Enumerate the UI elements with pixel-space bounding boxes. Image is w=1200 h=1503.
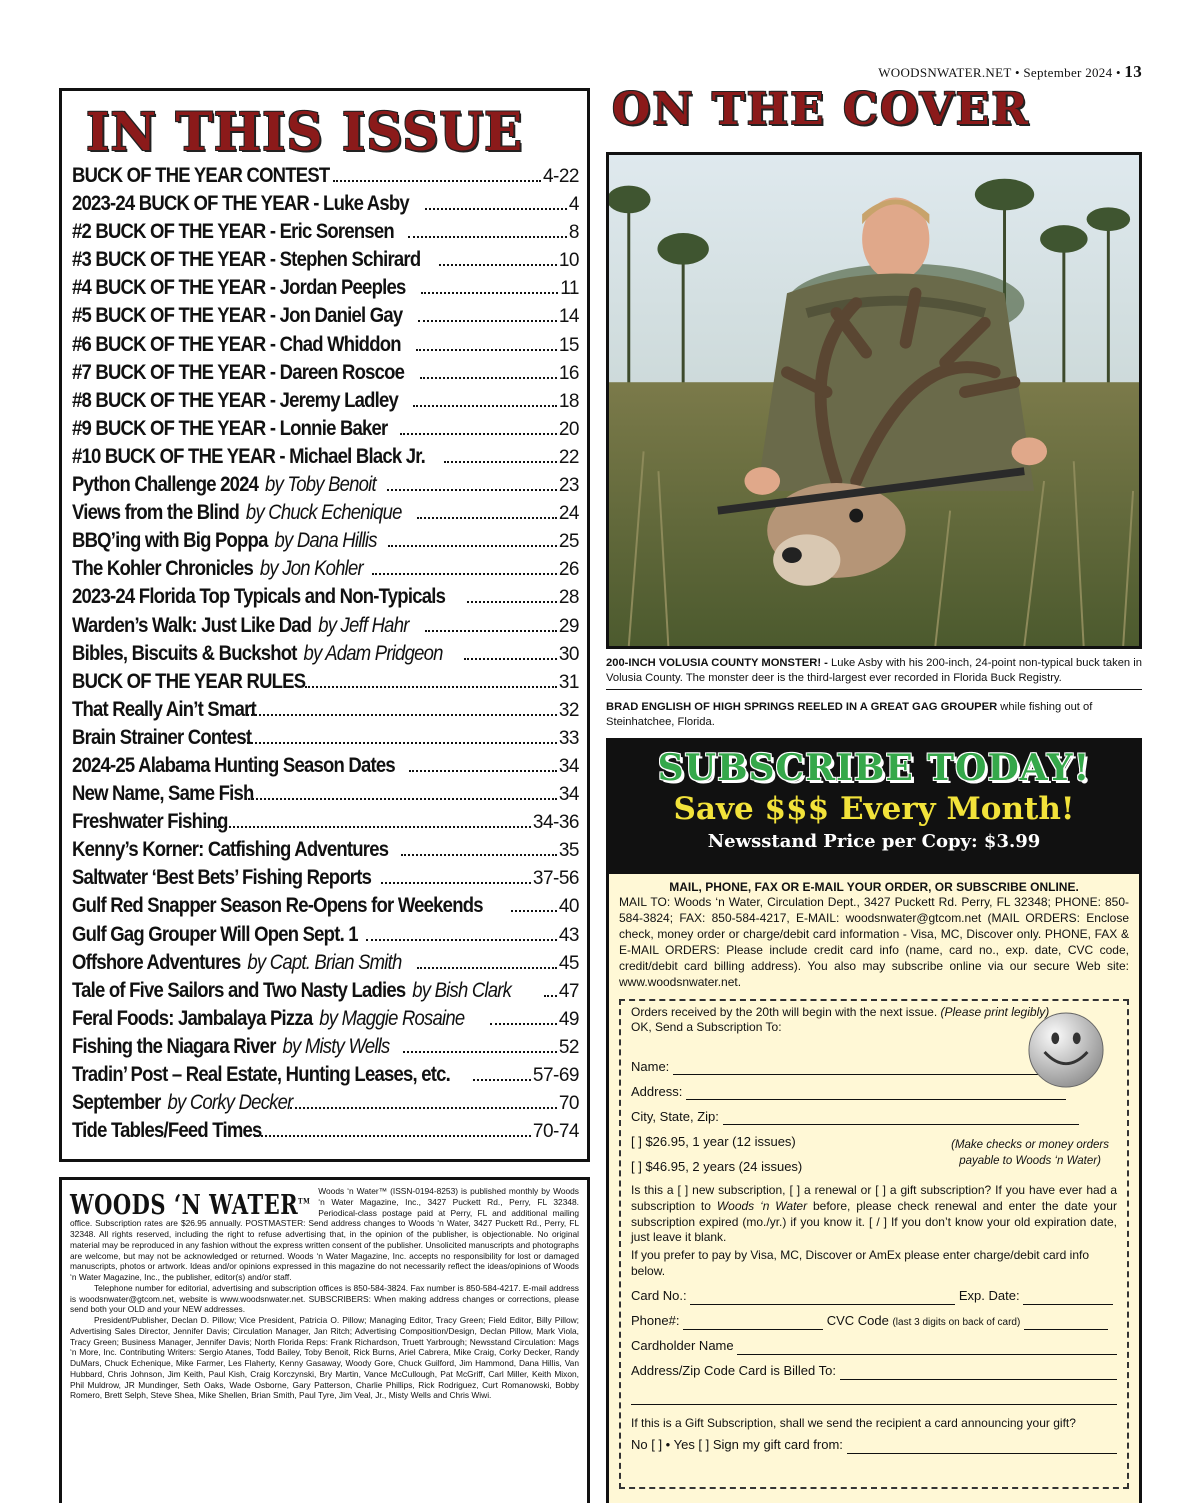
toc-leader-dots xyxy=(408,236,567,238)
toc-entry-title-group xyxy=(72,584,445,609)
toc-entry-title-group xyxy=(72,613,409,638)
toc-entry-author: by Maggie Rosaine xyxy=(319,1005,465,1030)
toc-leader-dots xyxy=(490,1023,557,1025)
subscribe-body xyxy=(609,874,1139,1503)
toc-entry-title-group xyxy=(72,472,376,497)
toc-entry-title: Brain Strainer Contest xyxy=(72,724,252,749)
toc-entry-page: 35 xyxy=(558,840,579,862)
address-label: Address: xyxy=(631,1083,683,1099)
cardholder-row xyxy=(631,1333,1117,1358)
toc-leader-dots xyxy=(254,1135,531,1137)
toc-entry-title-group xyxy=(72,528,377,553)
newsstand-price: Newsstand Price per Copy: $3.99 xyxy=(707,830,1041,852)
toc-entry-title: Gulf Red Snapper Season Re-Opens for Weekends xyxy=(72,893,483,918)
toc-leader-dots xyxy=(242,742,557,744)
print-legibly-note: (Please print legibly) xyxy=(940,1004,1050,1019)
card-number-field[interactable] xyxy=(690,1289,955,1305)
toc-entry-title-group xyxy=(72,1118,262,1143)
name-field[interactable] xyxy=(673,1059,1055,1075)
toc-entry-page: 52 xyxy=(558,1036,579,1058)
toc-entry-title-group xyxy=(72,303,402,328)
subscribe-header xyxy=(609,741,1139,874)
subscribe-save: Save $$$ Every Month! xyxy=(673,791,1075,828)
phone-field[interactable] xyxy=(683,1314,823,1330)
toc-leader-dots xyxy=(290,1107,557,1109)
card-number-label: Card No.: xyxy=(631,1288,687,1304)
toc-entry-title: Gulf Gag Grouper Will Open Sept. 1 xyxy=(72,921,358,946)
toc-entry-page: 34 xyxy=(558,784,579,806)
toc-entry-title-group xyxy=(72,697,256,722)
toc-entry-author: by Dana Hillis xyxy=(274,528,377,553)
toc-leader-dots xyxy=(381,882,531,884)
toc-entry xyxy=(72,1034,579,1062)
exp-date-label: Exp. Date: xyxy=(958,1288,1020,1304)
toc-entry-page: 15 xyxy=(558,334,579,356)
toc-entry xyxy=(72,669,579,697)
toc-leader-dots xyxy=(413,405,557,407)
logo-tm: TM xyxy=(298,1197,311,1207)
cardholder-label: Cardholder Name xyxy=(631,1338,734,1354)
city-state-zip-field[interactable] xyxy=(723,1109,1079,1125)
checks-note-line-1: (Make checks or money orders xyxy=(951,1138,1109,1151)
toc-entry-title: September xyxy=(72,1090,161,1115)
toc-entry xyxy=(72,191,579,219)
toc-leader-dots xyxy=(418,320,557,322)
smiley-face-icon xyxy=(1027,1011,1105,1089)
toc-entry xyxy=(72,528,579,556)
toc-entry xyxy=(72,865,579,893)
toc-leader-dots xyxy=(305,686,557,688)
toc-entry-title: #8 BUCK OF THE YEAR - Jeremy Ladley xyxy=(72,387,399,412)
on-the-cover-title: ON THE COVER xyxy=(612,84,1030,135)
toc-entry xyxy=(72,950,579,978)
toc-entry-page: 11 xyxy=(560,278,579,300)
cover-caption-2-headline: BRAD ENGLISH OF HIGH SPRINGS REELED IN A GREAT GAG GROUPER xyxy=(606,701,998,713)
cvc-note: (last 3 digits on back of card) xyxy=(892,1317,1021,1329)
toc-entry-title: 2023-24 Florida Top Typicals and Non-Typicals xyxy=(72,584,446,609)
renewal-question xyxy=(631,1183,1117,1246)
toc-entry-title: Tide Tables/Feed Times xyxy=(72,1118,262,1143)
toc-entry-page: 23 xyxy=(558,475,579,497)
page-header xyxy=(878,62,1142,82)
mail-heading: MAIL, PHONE, FAX OR E-MAIL YOUR ORDER, OR SUBSCRIBE ONLINE. xyxy=(669,880,1079,894)
toc-entry xyxy=(72,360,579,388)
toc-leader-dots xyxy=(387,489,557,491)
toc-entry xyxy=(72,978,579,1006)
card-preference-note: If you prefer to pay by Visa, MC, Discover or AmEx please enter charge/debit card info below. xyxy=(631,1248,1089,1278)
issue-date: September 2024 xyxy=(1023,65,1113,80)
toc-entry xyxy=(72,556,579,584)
billing-extra-field[interactable] xyxy=(631,1389,1117,1405)
card-row xyxy=(631,1283,1117,1308)
toc-leader-dots xyxy=(400,433,557,435)
toc-entry-title-group xyxy=(72,641,443,666)
toc-entry-page: 47 xyxy=(558,980,579,1002)
toc-entry-page: 8 xyxy=(568,222,579,244)
toc-entry-page: 45 xyxy=(558,952,579,974)
toc-entry-title: The Kohler Chronicles xyxy=(72,556,254,581)
cvc-label: CVC Code xyxy=(826,1313,889,1329)
toc-entry-title-group xyxy=(72,444,425,469)
gift-options[interactable]: No [ ] • Yes [ ] Sign my gift card from: xyxy=(631,1437,843,1452)
masthead-box xyxy=(59,1177,590,1503)
renewal-text-a: Is this a [ ] new subscription, [ ] a renewal or [ ] a gift subscription? If you have ever had a subscription to xyxy=(631,1182,1117,1213)
toc-entry-title: #6 BUCK OF THE YEAR - Chad Whiddon xyxy=(72,331,401,356)
toc-entry-author: by Bish Clark xyxy=(412,977,512,1002)
renewal-magazine-name: Woods ‘n Water xyxy=(716,1198,808,1213)
toc-entry xyxy=(72,388,579,416)
cover-photo xyxy=(606,152,1142,649)
toc-entry xyxy=(72,247,579,275)
ok-send-label: OK, Send a Subscription To: xyxy=(631,1020,782,1035)
toc-entry-title: Bibles, Biscuits & Buckshot xyxy=(72,640,297,665)
billing-field[interactable] xyxy=(840,1364,1117,1380)
toc-entry-page: 10 xyxy=(558,250,579,272)
toc-entry-title: BUCK OF THE YEAR CONTEST xyxy=(72,163,330,187)
toc-entry-page: 25 xyxy=(558,531,579,553)
toc-entry xyxy=(72,163,579,191)
toc-entry-title-group xyxy=(72,219,394,244)
toc-entry-author: by Corky Decker xyxy=(167,1090,293,1115)
toc-entry xyxy=(72,781,579,809)
option-2years[interactable]: [ ] $46.95, 2 years (24 issues) xyxy=(631,1158,803,1174)
toc-entry xyxy=(72,837,579,865)
toc-entry-title: 2024-25 Alabama Hunting Season Dates xyxy=(72,752,395,777)
toc-entry-title: #5 BUCK OF THE YEAR - Jon Daniel Gay xyxy=(72,303,403,328)
toc-entry-page: 43 xyxy=(558,924,579,946)
option-1year[interactable]: [ ] $26.95, 1 year (12 issues) xyxy=(631,1133,796,1149)
toc-leader-dots xyxy=(372,573,557,575)
toc-entry-title: #7 BUCK OF THE YEAR - Dareen Roscoe xyxy=(72,359,405,384)
toc-leader-dots xyxy=(464,658,556,660)
toc-entry-title: Offshore Adventures xyxy=(72,949,241,974)
phone-label: Phone#: xyxy=(631,1313,680,1329)
toc-entry-title: Freshwater Fishing xyxy=(72,809,228,834)
toc-entry-page: 22 xyxy=(558,446,579,468)
toc-entry-page: 4 xyxy=(568,194,579,216)
toc-entry-page: 28 xyxy=(558,587,579,609)
toc-entry-title-group xyxy=(72,556,363,581)
toc-entry xyxy=(72,444,579,472)
cover-caption-2 xyxy=(606,700,1142,729)
toc-leader-dots xyxy=(544,995,557,997)
toc-entry-page: 18 xyxy=(558,390,579,412)
toc-entry-title-group xyxy=(72,753,395,778)
toc-entry-title: BUCK OF THE YEAR RULES xyxy=(72,668,306,693)
toc-entry-title-group xyxy=(72,809,228,834)
header-separator: • xyxy=(1014,65,1020,80)
in-this-issue-title: IN THIS ISSUE xyxy=(86,100,524,163)
subscribe-box xyxy=(606,738,1142,1503)
toc-entry-page: 34-36 xyxy=(532,812,579,834)
exp-date-field[interactable] xyxy=(1023,1289,1113,1305)
toc-entry-page: 26 xyxy=(558,559,579,581)
toc-leader-dots xyxy=(511,910,557,912)
toc-entry xyxy=(72,613,579,641)
toc-leader-dots xyxy=(416,349,557,351)
toc-leader-dots xyxy=(425,630,557,632)
toc-leader-dots xyxy=(473,1079,531,1081)
gift-question: If this is a Gift Subscription, shall we send the recipient a card announcing your gift? xyxy=(631,1416,1076,1431)
header-separator-2: • xyxy=(1115,65,1121,80)
toc-entry-title-group xyxy=(72,725,251,750)
renewal-text-b: before, please check renewal and enter the date your subscription expired (mo./yr.) if you know it. [ / ] If you don’t know your old expiration date, just leave it blank. xyxy=(631,1198,1117,1245)
toc-entry-title-group xyxy=(72,191,409,216)
toc-leader-dots xyxy=(245,798,557,800)
toc-entry xyxy=(72,500,579,528)
toc-leader-dots xyxy=(403,1051,557,1053)
toc-entry-title-group xyxy=(72,781,254,806)
toc-entry-author: by Capt. Brian Smith xyxy=(247,949,402,974)
toc-leader-dots xyxy=(247,714,557,716)
toc-entry-page: 14 xyxy=(558,306,579,328)
toc-leader-dots xyxy=(467,601,557,603)
toc-entry-author: by Jon Kohler xyxy=(259,556,363,581)
toc-leader-dots xyxy=(366,939,557,941)
toc-entry-title-group xyxy=(72,669,305,694)
table-of-contents xyxy=(72,163,579,1146)
cover-caption-1 xyxy=(606,656,1142,690)
gift-from-field[interactable] xyxy=(847,1438,1117,1454)
toc-entry-page: 4-22 xyxy=(542,166,579,187)
toc-entry-page: 40 xyxy=(558,896,579,918)
toc-entry-title-group xyxy=(72,275,405,300)
toc-entry-author: by Jeff Hahr xyxy=(318,612,409,637)
masthead-contact-info: Telephone number for editorial, advertising and subscription offices is 850-584-3824. Fax number is 850-584-4217. E-mail address is woodsnwater@gtcom.net, website is www.woodsnwater.net. SUBSCRIBERS: When making address changes or corrections, please send both your OLD and your NEW addresses. xyxy=(70,1282,579,1315)
hunter-with-buck-illustration xyxy=(609,155,1139,646)
toc-entry-title-group xyxy=(72,360,404,385)
toc-entry-title-group xyxy=(72,163,329,188)
billing-label: Address/Zip Code Card is Billed To: xyxy=(631,1363,836,1379)
toc-entry-title-group xyxy=(72,837,388,862)
toc-entry xyxy=(72,472,579,500)
toc-entry-title: Warden’s Walk: Just Like Dad xyxy=(72,612,312,637)
toc-entry-page: 16 xyxy=(558,362,579,384)
toc-entry-title-group xyxy=(72,500,402,525)
page-number: 13 xyxy=(1124,62,1142,81)
toc-entry-page: 34 xyxy=(558,755,579,777)
toc-entry-title-group xyxy=(72,1006,464,1031)
toc-entry-title: Feral Foods: Jambalaya Pizza xyxy=(72,1005,313,1030)
toc-entry-title-group xyxy=(72,332,401,357)
toc-entry xyxy=(72,275,579,303)
toc-entry-title: #10 BUCK OF THE YEAR - Michael Black Jr. xyxy=(72,443,426,468)
toc-leader-dots xyxy=(333,180,541,182)
cvc-field[interactable] xyxy=(1024,1314,1108,1330)
toc-entry-title: BBQ’ing with Big Poppa xyxy=(72,528,268,553)
toc-entry-title-group xyxy=(72,893,483,918)
toc-entry-title: Views from the Blind xyxy=(72,500,240,525)
toc-entry-page: 70 xyxy=(558,1093,579,1115)
cardholder-field[interactable] xyxy=(737,1339,1117,1355)
toc-leader-dots xyxy=(409,770,557,772)
toc-entry-title-group xyxy=(72,1062,450,1087)
toc-leader-dots xyxy=(214,826,531,828)
toc-entry-page: 57-69 xyxy=(532,1065,579,1086)
toc-entry-title: That Really Ain’t Smart xyxy=(72,696,256,721)
toc-leader-dots xyxy=(444,461,557,463)
toc-leader-dots xyxy=(401,854,557,856)
toc-entry xyxy=(72,303,579,331)
checks-note-line-2: payable to Woods ‘n Water) xyxy=(959,1155,1101,1168)
name-label: Name: xyxy=(631,1058,670,1074)
gift-row xyxy=(631,1432,1117,1457)
toc-entry-title: New Name, Same Fish xyxy=(72,781,254,806)
mail-instructions: MAIL TO: Woods ‘n Water, Circulation Dept., 3427 Puckett Rd. Perry, FL 32348; PHONE: 850-584-3824; FAX: 850-584-4217, E-MAIL: woodsnwater@gtcom.net (MAIL ORDERS: Enclose check, money order or charge/debit card information - Visa, MC, Discover only. PHONE, FAX & E-MAIL ORDERS: Please include credit card info (name, card no., exp. date, CVC code, credit/debit card billing address). You also may subscribe online via our secure Web site: www.woodsnwater.net. xyxy=(619,895,1129,989)
billing-extra-row xyxy=(631,1383,1117,1408)
toc-entry-page: 29 xyxy=(558,615,579,637)
toc-entry xyxy=(72,1062,579,1090)
toc-entry-title-group xyxy=(72,388,398,413)
toc-entry-title: #3 BUCK OF THE YEAR - Stephen Schirard xyxy=(72,247,421,272)
toc-entry-title-group xyxy=(72,922,358,947)
toc-entry xyxy=(72,753,579,781)
toc-leader-dots xyxy=(421,292,558,294)
toc-entry xyxy=(72,1118,579,1146)
masthead-publication-info: Woods ‘n Water™ (ISSN-0194-8253) is published monthly by Woods ‘n Water Magazine, Inc., 3427 Puckett Rd., Perry, FL 32348. Periodical-class postage paid at Perry, FL and additional mailing office. Subscription rates are $26.95 annually. POSTMASTER: Send address changes to Woods ‘n Water, 3427 Puckett Rd., Perry, FL 32348. All rights reserved, including the right to refuse advertising that, in the opinion of the publisher, is objectionable. No original material may be reproduced in any fashion without the express written consent of the publisher. Unsolicited manuscripts and photographs are welcome, but may not be acknowledged or returned. Woods ‘n Water Magazine, Inc. accepts no responsibility for lost or damaged manuscripts, photos or artwork. Ideas and/or opinions expressed in this magazine do not necessarily reflect the ideas/opinions of Woods ‘n Water Magazine, Inc., the publisher, editor(s) and/or staff. xyxy=(70,1186,579,1282)
toc-entry-author: by Misty Wells xyxy=(282,1033,390,1058)
toc-entry-title: Kenny’s Korner: Catfishing Adventures xyxy=(72,837,389,862)
toc-entry-title-group xyxy=(72,865,371,890)
toc-entry-title-group xyxy=(72,950,401,975)
toc-entry xyxy=(72,1090,579,1118)
toc-entry-title: #4 BUCK OF THE YEAR - Jordan Peeples xyxy=(72,275,406,300)
toc-leader-dots xyxy=(417,517,557,519)
site-name: WOODSNWATER.NET xyxy=(878,65,1012,80)
toc-entry-title: #2 BUCK OF THE YEAR - Eric Sorensen xyxy=(72,219,394,244)
city-row xyxy=(631,1104,1117,1129)
toc-entry-title-group xyxy=(72,247,420,272)
toc-entry-page: 37-56 xyxy=(532,868,579,890)
checks-payable-note xyxy=(951,1137,1109,1170)
toc-entry-title: Saltwater ‘Best Bets’ Fishing Reports xyxy=(72,865,372,890)
toc-entry-title-group xyxy=(72,1090,293,1115)
logo-text: WOODS ‘N WATER xyxy=(70,1188,299,1221)
toc-leader-dots xyxy=(425,208,567,210)
toc-entry xyxy=(72,697,579,725)
toc-entry xyxy=(72,219,579,247)
subscribe-title: SUBSCRIBE TODAY! xyxy=(657,747,1091,789)
toc-entry xyxy=(72,725,579,753)
toc-entry-title-group xyxy=(72,1034,389,1059)
phone-row xyxy=(631,1308,1117,1333)
toc-entry-author: by Toby Benoit xyxy=(265,472,376,497)
cover-caption-1-text: Luke Asby with his 200-inch, 24-point non-typical buck taken in Volusia County. The monster deer is the third-largest ever recorded in Florida Buck Registry. xyxy=(606,657,1142,684)
city-label: City, State, Zip: xyxy=(631,1108,719,1124)
billing-row xyxy=(631,1358,1117,1383)
toc-entry-page: 24 xyxy=(558,503,579,525)
in-this-issue-box xyxy=(59,88,590,1162)
toc-entry-title-group xyxy=(72,978,511,1003)
woods-n-water-logo xyxy=(70,1188,310,1223)
orders-note-text: Orders received by the 20th will begin with the next issue. xyxy=(631,1004,938,1019)
toc-entry-title: Tale of Five Sailors and Two Nasty Ladies xyxy=(72,977,406,1002)
subscription-form xyxy=(619,999,1129,1489)
toc-entry-author: by Adam Pridgeon xyxy=(303,640,443,665)
toc-entry-page: 32 xyxy=(558,699,579,721)
cover-caption-1-headline: 200-INCH VOLUSIA COUNTY MONSTER! - xyxy=(606,657,828,669)
toc-leader-dots xyxy=(388,545,557,547)
toc-entry-page: 70-74 xyxy=(532,1121,579,1143)
toc-leader-dots xyxy=(417,967,557,969)
toc-entry xyxy=(72,332,579,360)
toc-leader-dots xyxy=(420,377,557,379)
address-field[interactable] xyxy=(686,1084,1066,1100)
toc-entry-page: 30 xyxy=(558,643,579,665)
toc-entry xyxy=(72,416,579,444)
masthead-staff-list: President/Publisher, Declan D. Pillow; Vice President, Patricia O. Pillow; Managing Editor, Tracy Green; Field Editor, Billy Pillow; Advertising Sales Director, Jennifer Davis; Circulation Manager, Jan Ritch; Advertising Composition/Design, Declan Pillow, Mark Viola, Tracy Green; Business Manager, Jennifer Davis; North Florida Reps: Frank Richardson, Truett Yarbrough; Newsstand Circulation: Mags ‘n More, Inc. Contributing Writers: Sergio Atanes, Todd Bailey, Toby Benoit, Rick Burns, Ariel Cabrera, Mike Craig, Corky Decker, Randy DuMars, Chuck Echenique, Mike Farmer, Les Flaherty, Kenny Gasaway, Woody Gore, Chuck Guilford, Jim Hammond, Dana Hillis, Van Hubbard, Chris Johnson, Jim Keith, Paul Kish, Craig Korczynski, Bry Martin, Vance McCullough, Pat McGriff, Carl Miller, Keith Mixon, Phil Muldrow, JR Mundinger, Seth Oaks, Wade Osborne, Gary Patterson, Charlie Phillips, Rick Rodriguez, Curt Romanowski, Bobby Romero, Brett Selph, Steve Shea, Mike Shellen, Brian Smith, Paul Tyre, Jim Veal, Jr., Misty Wells and Chris Wiwi. xyxy=(70,1315,579,1401)
toc-entry-title-group xyxy=(72,416,387,441)
toc-entry-page: 31 xyxy=(558,671,579,693)
toc-entry xyxy=(72,1006,579,1034)
toc-entry-author: by Chuck Echenique xyxy=(245,500,402,525)
toc-entry-title: 2023-24 BUCK OF THE YEAR - Luke Asby xyxy=(72,191,409,216)
toc-entry-title: Tradin’ Post – Real Estate, Hunting Leases, etc. xyxy=(72,1062,450,1086)
toc-entry xyxy=(72,584,579,612)
toc-entry-title: Fishing the Niagara River xyxy=(72,1033,276,1058)
toc-entry xyxy=(72,641,579,669)
toc-entry-page: 33 xyxy=(558,727,579,749)
toc-entry xyxy=(72,893,579,921)
toc-entry-page: 20 xyxy=(558,418,579,440)
toc-entry-page: 49 xyxy=(558,1008,579,1030)
cover-caption-2-text: while fishing out of Steinhatchee, Florida. xyxy=(606,701,1093,728)
toc-leader-dots xyxy=(439,264,557,266)
toc-entry xyxy=(72,809,579,837)
toc-entry-title: #9 BUCK OF THE YEAR - Lonnie Baker xyxy=(72,415,388,440)
toc-entry xyxy=(72,922,579,950)
toc-entry-title: Python Challenge 2024 xyxy=(72,472,259,497)
